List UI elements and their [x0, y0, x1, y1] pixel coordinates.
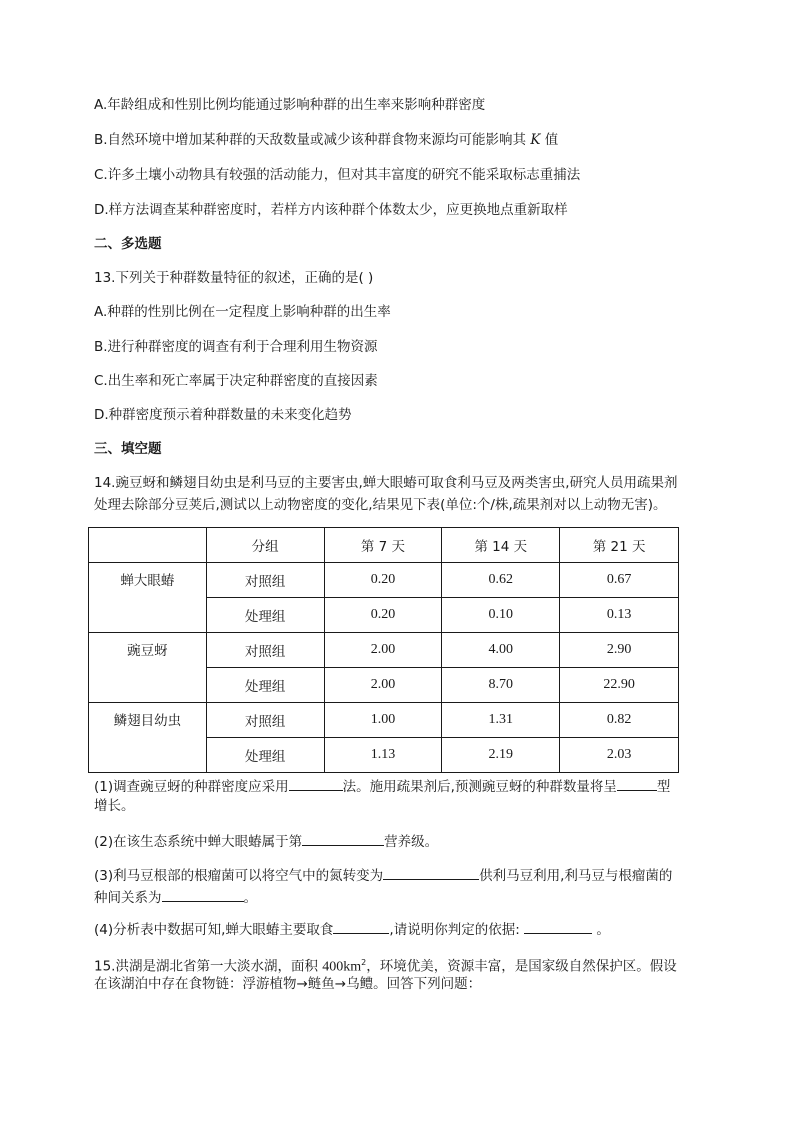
q14-part1-line2: 增长。 [94, 798, 135, 814]
table-cell: 1.00 [324, 703, 442, 738]
q13-option-a: A.种群的性别比例在一定程度上影响种群的出生率 [94, 304, 391, 320]
table-cell: 0.20 [324, 598, 442, 633]
table-cell: 0.10 [442, 598, 560, 633]
table-cell: 22.90 [560, 668, 679, 703]
q14-stem-line1: 14.豌豆蚜和鳞翅目幼虫是利马豆的主要害虫,蝉大眼蝽可取食利马豆及两类害虫,研究人员用疏果剂 [94, 475, 678, 491]
table-cell: 2.00 [324, 633, 442, 668]
q14-part4-text-a: (4)分析表中数据可知,蝉大眼蝽主要取食 [94, 922, 334, 938]
answer-blank[interactable] [289, 775, 343, 791]
answer-blank[interactable] [162, 886, 244, 902]
table-cell: 0.82 [560, 703, 679, 738]
table-header-day21: 第 21 天 [560, 528, 679, 563]
q14-density-table [88, 527, 679, 773]
answer-blank[interactable] [302, 830, 384, 846]
q15-area-exponent: 2 [361, 958, 367, 967]
q14-stem-line2: 处理去除部分豆荚后,测试以上动物密度的变化,结果见下表(单位:个/株,疏果剂对以上动物无害)。 [94, 497, 667, 513]
table-cell: 1.13 [324, 738, 442, 773]
table-header-row [89, 528, 679, 563]
table-header-corner [89, 528, 207, 563]
answer-blank[interactable] [617, 775, 657, 791]
q12-option-b-text: B.自然环境中增加某种群的天敌数量或减少该种群食物来源均可能影响其 [94, 132, 527, 148]
q13-option-b: B.进行种群密度的调查有利于合理利用生物资源 [94, 339, 378, 355]
table-header-day7: 第 7 天 [324, 528, 442, 563]
q14-part3-text-c: 种间关系为 [94, 890, 162, 906]
table-row-label: 处理组 [206, 668, 324, 703]
q14-part3-text-d: 。 [243, 890, 257, 906]
q15-stem-line2: 在该湖泊中存在食物链：浮游植物→鲢鱼→乌鳢。回答下列问题： [94, 976, 482, 992]
q12-option-b-var: K [530, 132, 541, 148]
q12-option-b-end: 值 [544, 132, 559, 148]
table-group-name: 豌豆蚜 [89, 633, 207, 703]
table-cell: 2.19 [442, 738, 560, 773]
table-row [89, 703, 679, 738]
table-row [89, 633, 679, 668]
table-row-label: 对照组 [206, 563, 324, 598]
q14-part3-text-b: 供利马豆利用,利马豆与根瘤菌的 [479, 868, 673, 884]
answer-blank[interactable] [383, 864, 479, 880]
q14-part4 [94, 918, 610, 940]
section-fill-in-title: 三、填空题 [94, 441, 162, 457]
q14-part3-line2 [94, 886, 257, 908]
q14-part2-text-a: (2)在该生态系统中蝉大眼蝽属于第 [94, 834, 303, 850]
q15-text-a: 15.洪湖是湖北省第一大淡水湖，面积 [94, 958, 318, 975]
table-cell: 2.90 [560, 633, 679, 668]
q15-text-b: ，环境优美，资源丰富，是国家级自然保护区。假设 [366, 958, 677, 975]
table-header-day14: 第 14 天 [442, 528, 560, 563]
answer-blank[interactable] [333, 918, 389, 934]
table-cell: 0.67 [560, 563, 679, 598]
table-cell: 2.03 [560, 738, 679, 773]
table-header-group: 分组 [206, 528, 324, 563]
q14-part3-text-a: (3)利马豆根部的根瘤菌可以将空气中的氮转变为 [94, 868, 384, 884]
q14-part1-text-c: 型 [656, 779, 671, 795]
q14-part1-text-b: 法。施用疏果剂后,预测豌豆蚜的种群数量将呈 [342, 779, 617, 795]
q14-part2 [94, 830, 438, 852]
table-row-label: 对照组 [206, 703, 324, 738]
q14-part2-text-b: 营养级。 [384, 834, 439, 850]
section-multiple-choice-title: 二、多选题 [94, 236, 162, 252]
q13-option-c: C.出生率和死亡率属于决定种群密度的直接因素 [94, 373, 378, 389]
q14-part1-text-a: (1)调查豌豆蚜的种群密度应采用 [94, 779, 289, 795]
table-group-name: 蝉大眼蝽 [89, 563, 207, 633]
table-cell: 4.00 [442, 633, 560, 668]
q12-option-d: D.样方法调查某种群密度时，若样方内该种群个体数太少，应更换地点重新取样 [94, 202, 568, 218]
q15-area: 400km [322, 959, 362, 975]
q14-part4-text-c: 。 [596, 922, 610, 938]
answer-blank[interactable] [524, 918, 592, 934]
table-row [89, 563, 679, 598]
table-row-label: 处理组 [206, 598, 324, 633]
table-cell: 2.00 [324, 668, 442, 703]
q12-option-c: C.许多土壤小动物具有较强的活动能力，但对其丰富度的研究不能采取标志重捕法 [94, 167, 581, 183]
q12-option-b [94, 130, 558, 150]
table-cell: 8.70 [442, 668, 560, 703]
q14-part3-line1 [94, 864, 672, 886]
q13-option-d: D.种群密度预示着种群数量的未来变化趋势 [94, 407, 352, 423]
table-row-label: 对照组 [206, 633, 324, 668]
q12-option-a: A.年龄组成和性别比例均能通过影响种群的出生率来影响种群密度 [94, 97, 486, 113]
table-cell: 0.62 [442, 563, 560, 598]
q14-part4-text-b: ,请说明你判定的依据: [389, 922, 520, 938]
table-cell: 1.31 [442, 703, 560, 738]
table-group-name: 鳞翅目幼虫 [89, 703, 207, 773]
table-cell: 0.20 [324, 563, 442, 598]
q13-stem: 13.下列关于种群数量特征的叙述，正确的是( ) [94, 270, 374, 286]
table-cell: 0.13 [560, 598, 679, 633]
q14-part1-line1 [94, 775, 670, 797]
table-row-label: 处理组 [206, 738, 324, 773]
